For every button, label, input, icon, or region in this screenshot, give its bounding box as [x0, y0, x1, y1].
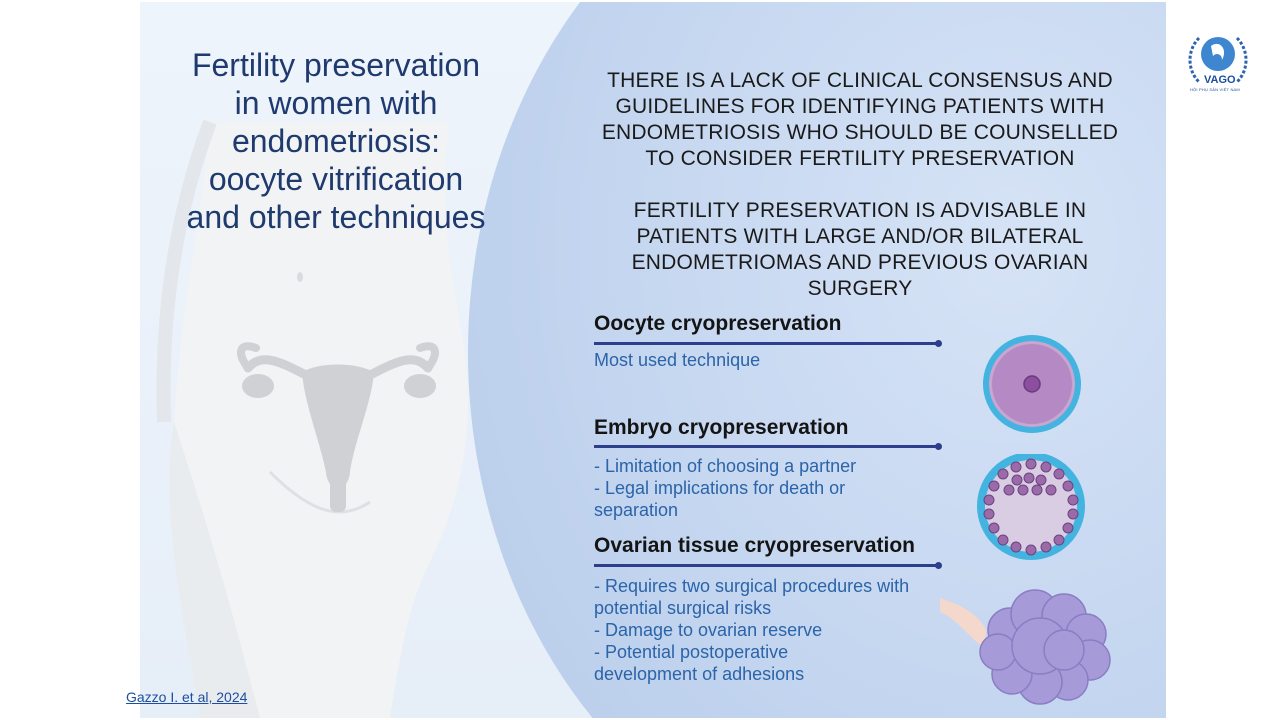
- embryo-description: [594, 455, 856, 521]
- consensus-statement: [580, 68, 1140, 172]
- slide-title: [160, 46, 512, 236]
- title-line: and other techniques: [186, 199, 486, 235]
- description-line: - Damage to ovarian reserve: [594, 620, 823, 640]
- oocyte-description: [594, 349, 760, 371]
- oocyte-icon: [978, 332, 1088, 442]
- description-line: - Limitation of choosing a partner: [594, 456, 857, 476]
- ovarian-tissue-divider: [594, 564, 937, 567]
- ovarian-tissue-description: [594, 575, 909, 685]
- description-line: - Legal implications for death or: [594, 478, 846, 498]
- description-line: - Potential postoperative: [594, 642, 789, 662]
- recommendation-statement: [610, 198, 1110, 302]
- embryo-icon: [973, 454, 1091, 564]
- statement-line: THERE IS A LACK OF CLINICAL CONSENSUS AND: [607, 69, 1113, 92]
- ovarian-tissue-heading: Ovarian tissue cryopreservation: [594, 534, 915, 557]
- description-line: development of adhesions: [594, 664, 805, 684]
- statement-line: SURGERY: [807, 277, 913, 300]
- statement-line: ENDOMETRIOMAS AND PREVIOUS OVARIAN: [631, 251, 1089, 274]
- title-line: Fertility preservation: [191, 47, 481, 83]
- title-line: endometriosis:: [231, 123, 441, 159]
- embryo-divider-dot: [935, 443, 942, 450]
- title-line: in women with: [234, 85, 438, 121]
- logo-subtitle: HỘI PHỤ SẢN VIỆT NAM: [1190, 87, 1240, 92]
- citation-link[interactable]: Gazzo I. et al, 2024: [126, 689, 248, 705]
- statement-line: FERTILITY PRESERVATION IS ADVISABLE IN: [633, 199, 1087, 222]
- description-line: potential surgical risks: [594, 598, 772, 618]
- statement-line: GUIDELINES FOR IDENTIFYING PATIENTS WITH: [615, 95, 1105, 118]
- slide-panel: [140, 2, 1166, 718]
- logo-name: VAGO: [1204, 74, 1236, 86]
- statement-line: PATIENTS WITH LARGE AND/OR BILATERAL: [636, 225, 1084, 248]
- embryo-heading: Embryo cryopreservation: [594, 416, 849, 439]
- embryo-divider: [594, 445, 937, 448]
- oocyte-divider-dot: [935, 340, 942, 347]
- ovarian-tissue-divider-dot: [935, 562, 942, 569]
- oocyte-heading: Oocyte cryopreservation: [594, 312, 842, 335]
- description-line: Most used technique: [594, 350, 761, 370]
- ovarian-tissue-icon: [940, 578, 1120, 708]
- statement-line: TO CONSIDER FERTILITY PRESERVATION: [645, 147, 1075, 170]
- statement-line: ENDOMETRIOSIS WHO SHOULD BE COUNSELLED: [601, 121, 1119, 144]
- description-line: separation: [594, 500, 679, 520]
- title-line: oocyte vitrification: [208, 161, 464, 197]
- description-line: - Requires two surgical procedures with: [594, 576, 910, 596]
- oocyte-divider: [594, 342, 937, 345]
